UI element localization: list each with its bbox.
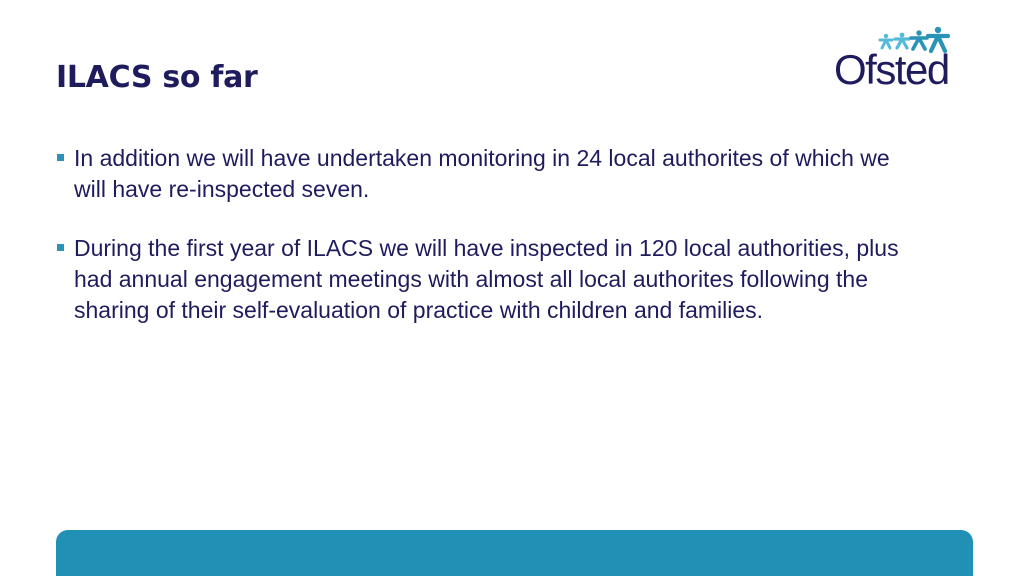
- square-bullet-icon: [57, 154, 64, 161]
- bullet-list: [56, 143, 906, 354]
- bullet-text-2: During the first year of ILACS we will have inspected in 120 local authorities, plus had annual engagement meetings with almost all local authorites following the sharing of their self-evaluation of practice with children and families.: [74, 235, 899, 323]
- slide-title: ILACS so far: [56, 60, 258, 95]
- ofsted-logo: [830, 26, 960, 96]
- bullet-item-1: [56, 143, 906, 205]
- ofsted-logo-wordmark: Ofsted: [834, 46, 949, 93]
- footer-band: [56, 530, 973, 576]
- square-bullet-icon: [57, 244, 64, 251]
- bullet-item-2: [56, 233, 906, 326]
- bullet-text-1: In addition we will have undertaken monitoring in 24 local authorites of which we will have re-inspected seven.: [74, 145, 890, 202]
